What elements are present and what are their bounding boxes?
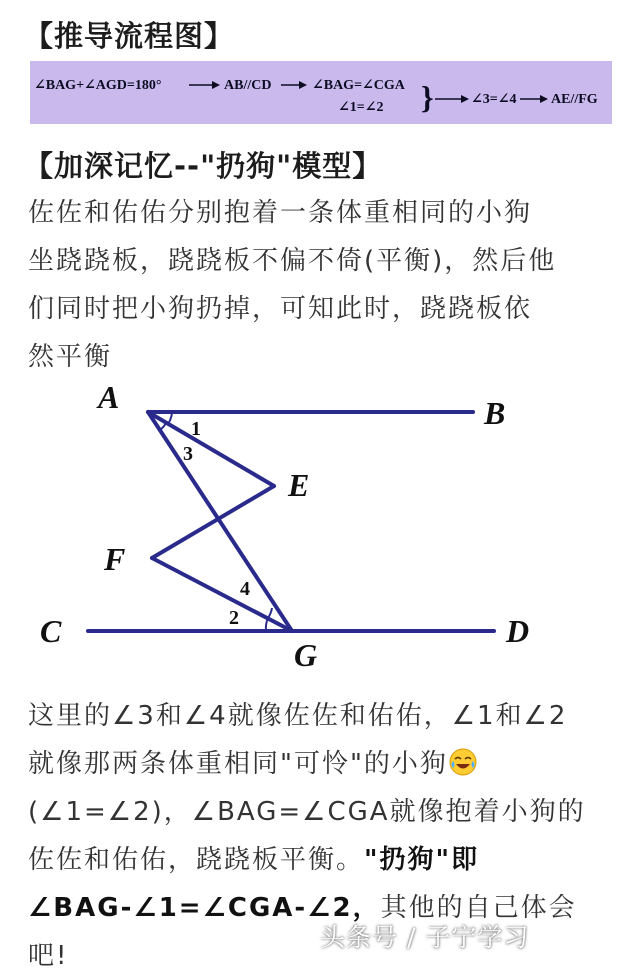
segment-ae <box>148 412 274 486</box>
angle-arc-3 <box>160 423 166 430</box>
story-paragraph <box>28 189 620 381</box>
explanation-line: (∠1=∠2)，∠BAG=∠CGA就像抱着小狗的 <box>28 797 586 827</box>
point-label-g: G <box>294 637 318 673</box>
explanation-formula: ∠BAG-∠1=∠CGA-∠2， <box>28 893 381 923</box>
story-line: 们同时把小狗扔掉，可知此时，跷跷板依 <box>28 294 533 324</box>
flow-step-5: AE//FG <box>551 92 598 107</box>
flowchart-heading: 【推导流程图】 <box>24 19 235 53</box>
point-label-e: E <box>288 467 310 503</box>
explanation-text: 就像那两条体重相同"可怜"的小狗 <box>28 749 448 779</box>
explanation-text: 佐佐和佑佑，跷跷板平衡。 <box>28 845 365 875</box>
explanation-bold-text: "扔狗"即 <box>364 845 480 875</box>
angle-label-2: 2 <box>229 607 239 629</box>
memory-heading: 【加深记忆--"扔狗"模型】 <box>24 149 383 183</box>
story-line: 佐佐和佑佑分别抱着一条体重相同的小狗 <box>28 198 533 228</box>
point-label-d: D <box>506 613 530 649</box>
angle-label-1: 1 <box>191 418 201 440</box>
flow-step-3b: ∠1=∠2 <box>338 100 384 115</box>
segment-ag <box>148 412 292 631</box>
angle-arc-4 <box>268 608 272 618</box>
tears-of-joy-icon <box>448 747 478 777</box>
point-label-a: A <box>98 379 120 415</box>
segment-eg-f <box>152 486 274 558</box>
flow-step-3a: ∠BAG=∠CGA <box>312 78 405 93</box>
flow-step-2: AB//CD <box>224 78 272 93</box>
explanation-line <box>28 740 620 788</box>
angle-label-4: 4 <box>240 578 250 600</box>
story-line: 然平衡 <box>28 342 113 372</box>
watermark: 头条号 / 子宁学习 <box>320 923 530 952</box>
flow-step-4: ∠3=∠4 <box>471 92 517 107</box>
point-label-c: C <box>40 613 62 649</box>
point-label-b: B <box>484 395 506 431</box>
explanation-text: 其他的自己体会 <box>380 893 577 923</box>
flow-step-1: ∠BAG+∠AGD=180° <box>34 78 162 93</box>
explanation-line: 这里的∠3和∠4就像佐佐和佑佑，∠1和∠2 <box>28 701 568 731</box>
segment-fg <box>152 558 292 631</box>
point-label-f: F <box>104 541 126 577</box>
angle-label-3: 3 <box>183 443 193 465</box>
geometry-figure <box>36 378 606 683</box>
explanation-line: 吧! <box>28 941 69 971</box>
explanation-line <box>28 836 620 884</box>
story-line: 坐跷跷板，跷跷板不偏不倚(平衡)，然后他 <box>28 246 557 276</box>
flow-brace: } <box>421 79 434 115</box>
derivation-flowchart <box>30 61 612 124</box>
